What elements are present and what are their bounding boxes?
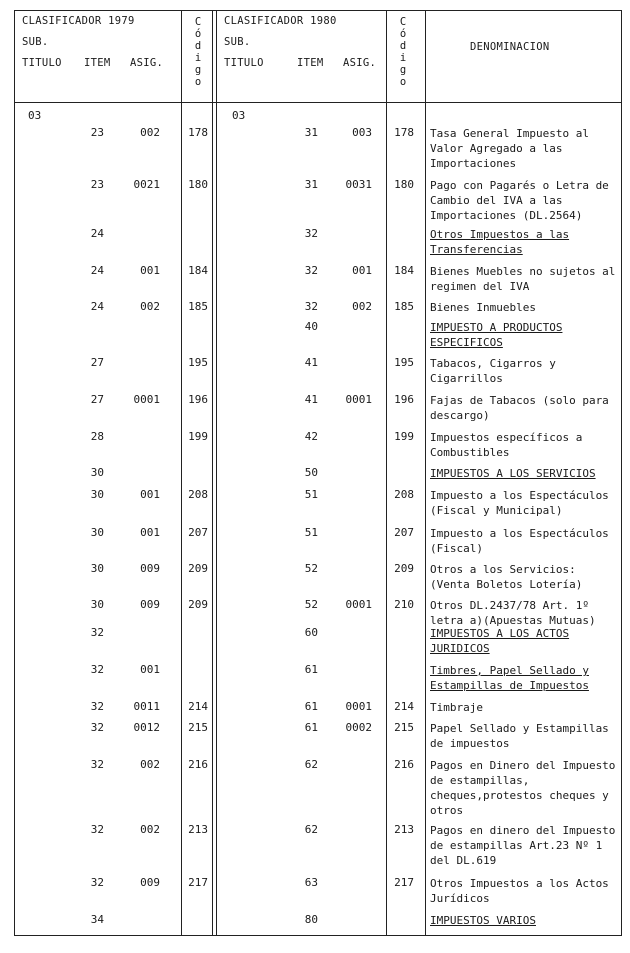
item-1979: 24 bbox=[90, 227, 104, 240]
header-1980-sub: SUB. bbox=[224, 36, 251, 48]
asig-1980: 0031 bbox=[345, 178, 372, 191]
row-denominacion: Timbres, Papel Sellado y Estampillas de Impuestos bbox=[430, 664, 589, 692]
item-1980: 32 bbox=[304, 264, 318, 277]
row-denominacion: Otros Impuestos a las Transferencias bbox=[430, 228, 570, 256]
item-1979: 32 bbox=[90, 758, 104, 771]
rule-bottom bbox=[14, 935, 622, 936]
code-1980: 214 bbox=[394, 700, 414, 713]
asig-1980: 0001 bbox=[345, 598, 372, 611]
code-1979: 209 bbox=[188, 562, 208, 575]
group-tag-1980: 03 bbox=[232, 109, 246, 122]
header-1979-asig: ASIG. bbox=[130, 57, 164, 69]
row-denominacion: Timbraje bbox=[430, 701, 483, 714]
code-1980: 199 bbox=[394, 430, 414, 443]
code-1979: 185 bbox=[188, 300, 208, 313]
row-denominacion: Papel Sellado y Estampillas de impuestos bbox=[430, 722, 609, 750]
rule-right-edge bbox=[621, 10, 622, 935]
header-1980-titulo: TITULO bbox=[224, 57, 264, 69]
code-1979: 207 bbox=[188, 526, 208, 539]
item-1980: 61 bbox=[304, 663, 318, 676]
rule-left-edge bbox=[14, 10, 15, 935]
row-denominacion: IMPUESTOS VARIOS bbox=[430, 914, 536, 927]
code-1980: 216 bbox=[394, 758, 414, 771]
code-1980: 178 bbox=[394, 126, 414, 139]
asig-1979: 001 bbox=[140, 488, 160, 501]
item-1980: 32 bbox=[304, 300, 318, 313]
item-1979: 32 bbox=[90, 700, 104, 713]
header-1980-title: CLASIFICADOR 1980 bbox=[224, 15, 337, 27]
asig-1979: 002 bbox=[140, 758, 160, 771]
asig-1979: 009 bbox=[140, 562, 160, 575]
code-1980: 185 bbox=[394, 300, 414, 313]
header-1980-asig: ASIG. bbox=[343, 57, 377, 69]
header-codigo-1979: C ó d i g o bbox=[194, 16, 202, 88]
asig-1980: 0002 bbox=[345, 721, 372, 734]
header-denominacion: DENOMINACION bbox=[470, 41, 550, 53]
row-denominacion: Tasa General Impuesto al Valor Agregado a las Importaciones bbox=[430, 127, 589, 170]
code-1979: 180 bbox=[188, 178, 208, 191]
item-1979: 24 bbox=[90, 300, 104, 313]
rule-code79-right-2 bbox=[216, 10, 217, 935]
code-1980: 196 bbox=[394, 393, 414, 406]
code-1979: 199 bbox=[188, 430, 208, 443]
code-1979: 215 bbox=[188, 721, 208, 734]
item-1980: 52 bbox=[304, 598, 318, 611]
row-denominacion: IMPUESTO A PRODUCTOS ESPECIFICOS bbox=[430, 321, 563, 349]
item-1979: 27 bbox=[90, 356, 104, 369]
item-1979: 30 bbox=[90, 598, 104, 611]
item-1980: 32 bbox=[304, 227, 318, 240]
item-1979: 24 bbox=[90, 264, 104, 277]
row-denominacion: Pagos en dinero del Impuesto de estampillas Art.23 Nº 1 del DL.619 bbox=[430, 824, 616, 867]
code-1980: 217 bbox=[394, 876, 414, 889]
header-1979-title: CLASIFICADOR 1979 bbox=[22, 15, 135, 27]
asig-1979: 0011 bbox=[133, 700, 160, 713]
asig-1980: 001 bbox=[352, 264, 372, 277]
item-1980: 63 bbox=[304, 876, 318, 889]
code-1980: 215 bbox=[394, 721, 414, 734]
row-denominacion: IMPUESTOS A LOS SERVICIOS bbox=[430, 467, 596, 480]
item-1979: 30 bbox=[90, 526, 104, 539]
item-1980: 31 bbox=[304, 178, 318, 191]
header-1979-titulo: TITULO bbox=[22, 57, 62, 69]
code-1980: 209 bbox=[394, 562, 414, 575]
item-1980: 61 bbox=[304, 721, 318, 734]
item-1980: 52 bbox=[304, 562, 318, 575]
rule-code79-left bbox=[181, 10, 182, 935]
row-denominacion: Impuesto a los Espectáculos (Fiscal y Municipal) bbox=[430, 489, 609, 517]
item-1980: 42 bbox=[304, 430, 318, 443]
item-1980: 31 bbox=[304, 126, 318, 139]
asig-1979: 0001 bbox=[133, 393, 160, 406]
row-denominacion: IMPUESTOS A LOS ACTOS JURIDICOS bbox=[430, 627, 570, 655]
asig-1980: 002 bbox=[352, 300, 372, 313]
header-1979-item: ITEM bbox=[84, 57, 111, 69]
header-1979-sub: SUB. bbox=[22, 36, 49, 48]
item-1980: 60 bbox=[304, 626, 318, 639]
code-1979: 208 bbox=[188, 488, 208, 501]
item-1979: 32 bbox=[90, 721, 104, 734]
code-1980: 213 bbox=[394, 823, 414, 836]
rule-code80-right bbox=[425, 10, 426, 935]
asig-1979: 002 bbox=[140, 823, 160, 836]
item-1979: 30 bbox=[90, 562, 104, 575]
item-1979: 28 bbox=[90, 430, 104, 443]
asig-1979: 0012 bbox=[133, 721, 160, 734]
item-1979: 23 bbox=[90, 126, 104, 139]
rule-code80-left bbox=[386, 10, 387, 935]
code-1980: 184 bbox=[394, 264, 414, 277]
item-1979: 32 bbox=[90, 663, 104, 676]
row-denominacion: Impuesto a los Espectáculos (Fiscal) bbox=[430, 527, 609, 555]
item-1980: 50 bbox=[304, 466, 318, 479]
asig-1980: 0001 bbox=[345, 700, 372, 713]
code-1979: 196 bbox=[188, 393, 208, 406]
asig-1979: 009 bbox=[140, 598, 160, 611]
code-1979: 195 bbox=[188, 356, 208, 369]
item-1979: 30 bbox=[90, 488, 104, 501]
asig-1979: 009 bbox=[140, 876, 160, 889]
row-denominacion: Otros a los Servicios: (Venta Boletos Lotería) bbox=[430, 563, 583, 591]
item-1980: 40 bbox=[304, 320, 318, 333]
item-1980: 51 bbox=[304, 488, 318, 501]
row-denominacion: Bienes Inmuebles bbox=[430, 301, 536, 314]
asig-1979: 001 bbox=[140, 663, 160, 676]
rule-header-bottom bbox=[14, 102, 622, 103]
item-1979: 32 bbox=[90, 876, 104, 889]
item-1979: 30 bbox=[90, 466, 104, 479]
item-1979: 34 bbox=[90, 913, 104, 926]
row-denominacion: Pagos en Dinero del Impuesto de estampillas, cheques,protestos cheques y otros bbox=[430, 759, 616, 817]
rule-code79-right bbox=[212, 10, 213, 935]
header-codigo-1980: C ó d i g o bbox=[399, 16, 407, 88]
code-1979: 184 bbox=[188, 264, 208, 277]
code-1980: 210 bbox=[394, 598, 414, 611]
item-1980: 41 bbox=[304, 356, 318, 369]
asig-1980: 0001 bbox=[345, 393, 372, 406]
item-1980: 41 bbox=[304, 393, 318, 406]
rule-top bbox=[14, 10, 622, 11]
code-1980: 195 bbox=[394, 356, 414, 369]
asig-1979: 001 bbox=[140, 264, 160, 277]
asig-1979: 0021 bbox=[133, 178, 160, 191]
code-1979: 217 bbox=[188, 876, 208, 889]
row-denominacion: Otros Impuestos a los Actos Jurídicos bbox=[430, 877, 609, 905]
item-1979: 32 bbox=[90, 626, 104, 639]
row-denominacion: Otros DL.2437/78 Art. 1º letra a)(Apuestas Mutuas) bbox=[430, 599, 596, 627]
code-1979: 213 bbox=[188, 823, 208, 836]
row-denominacion: Tabacos, Cigarros y Cigarrillos bbox=[430, 357, 556, 385]
asig-1979: 001 bbox=[140, 526, 160, 539]
asig-1979: 002 bbox=[140, 300, 160, 313]
header-1980-item: ITEM bbox=[297, 57, 324, 69]
item-1979: 23 bbox=[90, 178, 104, 191]
group-tag-1979: 03 bbox=[28, 109, 42, 122]
item-1980: 80 bbox=[304, 913, 318, 926]
code-1980: 207 bbox=[394, 526, 414, 539]
code-1979: 216 bbox=[188, 758, 208, 771]
code-1980: 180 bbox=[394, 178, 414, 191]
item-1980: 62 bbox=[304, 758, 318, 771]
item-1980: 61 bbox=[304, 700, 318, 713]
item-1980: 62 bbox=[304, 823, 318, 836]
asig-1979: 002 bbox=[140, 126, 160, 139]
row-denominacion: Pago con Pagarés o Letra de Cambio del IVA a las Importaciones (DL.2564) bbox=[430, 179, 609, 222]
row-denominacion: Fajas de Tabacos (solo para descargo) bbox=[430, 394, 609, 422]
row-denominacion: Impuestos específicos a Combustibles bbox=[430, 431, 583, 459]
code-1979: 209 bbox=[188, 598, 208, 611]
row-denominacion: Bienes Muebles no sujetos al regimen del IVA bbox=[430, 265, 616, 293]
item-1980: 51 bbox=[304, 526, 318, 539]
code-1979: 178 bbox=[188, 126, 208, 139]
item-1979: 32 bbox=[90, 823, 104, 836]
asig-1980: 003 bbox=[352, 126, 372, 139]
item-1979: 27 bbox=[90, 393, 104, 406]
code-1980: 208 bbox=[394, 488, 414, 501]
code-1979: 214 bbox=[188, 700, 208, 713]
